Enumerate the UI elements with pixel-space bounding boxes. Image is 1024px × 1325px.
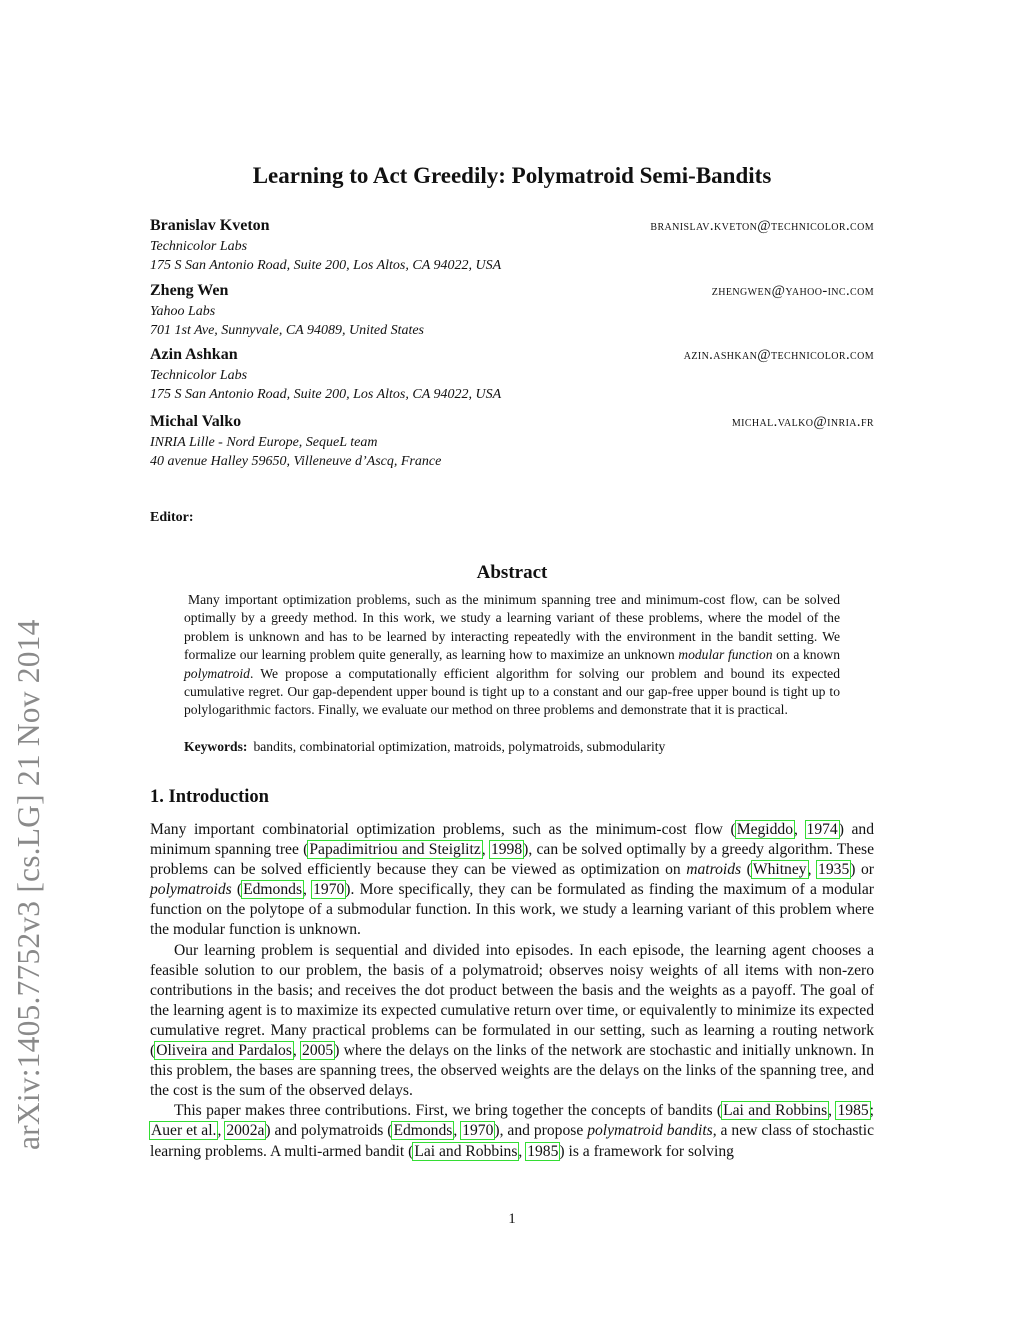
- citation-link[interactable]: 1985: [527, 1142, 559, 1160]
- author-address: 175 S San Antonio Road, Suite 200, Los Altos, CA 94022, USA: [150, 387, 502, 402]
- author-address: 701 1st Ave, Sunnyvale, CA 94089, United States: [150, 323, 425, 338]
- keywords-text: bandits, combinatorial optimization, matroids, polymatroids, submodularity: [253, 739, 666, 754]
- citation-link[interactable]: Auer et al.: [151, 1122, 217, 1140]
- author-block: [150, 217, 874, 275]
- arxiv-stamp: arXiv:1405.7752v3 [cs.LG] 21 Nov 2014: [11, 619, 46, 1150]
- citation-link[interactable]: 1985: [837, 1102, 869, 1120]
- paragraph: Our learning problem is sequential and divided into episodes. In each episode, the learning agent chooses a feasible solution to our problem, the basis of a polymatroid; observes noisy weights of all items with non-zero contributions in the basis; and receives the dot product between the basis and the weights as a payoff. The goal of the learning agent is to maximize its expected cumulative return over time, or equivalently to minimize its expected cumulative regret. Many practical problems can be formulated in our setting, such as learning a routing network (Oliveira and Pardalos, 2005) where the delays on the links of the network are stochastic and initially unknown. In this problem, the bases are spanning trees, the observed weights are the delays on the links of the spanning tree, and the cost is the sum of the observed delays.: [150, 941, 875, 1100]
- author-affiliation: Technicolor Labs: [150, 368, 248, 383]
- author-block: [150, 346, 874, 404]
- author-name: Azin Ashkan: [150, 346, 238, 363]
- section-body: [150, 820, 874, 1162]
- abstract-heading: Abstract: [476, 562, 548, 583]
- citation-link[interactable]: Papadimitriou and Steiglitz: [309, 841, 481, 859]
- author-email[interactable]: michal.valko@inria.fr: [731, 414, 874, 430]
- author-email[interactable]: branislav.kveton@technicolor.com: [650, 218, 874, 234]
- paragraph: This paper makes three contributions. First, we bring together the concepts of bandits (Lai and Robbins, 1985; Auer et al., 2002a) and polymatroids (Edmonds, 1970), and propose polymatroid bandits, a new class of stochastic learning problems. A multi-armed bandit (Lai and Robbins, 1985) is a framework for solving: [150, 1102, 875, 1160]
- paper-title: Learning to Act Greedily: Polymatroid Semi-Bandits: [252, 163, 772, 188]
- editor-label: Editor:: [150, 510, 194, 525]
- author-email[interactable]: azin.ashkan@technicolor.com: [683, 347, 874, 363]
- author-address: 40 avenue Halley 59650, Villeneuve d’Ascq, France: [150, 454, 442, 469]
- paragraph: Many important combinatorial optimization problems, such as the minimum-cost flow (Megiddo, 1974) and minimum spanning tree (Papadimitriou and Steiglitz, 1998), can be solved optimally by a greedy algorithm. These problems can be solved efficiently because they can be viewed as optimization on matroids (Whitney, 1935) or polymatroids (Edmonds, 1970). More specifically, they can be formulated as finding the maximum of a modular function on the polytope of a submodular function. In this work, we study a learning variant of this problem where the modular function is unknown.: [150, 821, 875, 939]
- citation-link[interactable]: 1998: [490, 841, 523, 859]
- keywords: [184, 739, 665, 755]
- citation-link[interactable]: Edmonds: [243, 881, 303, 899]
- author-affiliation: Yahoo Labs: [150, 304, 216, 319]
- citation-link[interactable]: 1974: [806, 821, 838, 838]
- author-affiliation: Technicolor Labs: [150, 239, 248, 254]
- section-heading: 1. Introduction: [150, 787, 269, 807]
- citation-link[interactable]: Lai and Robbins: [723, 1102, 828, 1120]
- page-number: 1: [508, 1211, 516, 1227]
- citation-link[interactable]: Megiddo: [736, 821, 794, 838]
- author-email[interactable]: zhengwen@yahoo-inc.com: [711, 283, 874, 299]
- citation-link[interactable]: Whitney: [752, 861, 807, 879]
- author-name: Michal Valko: [150, 413, 242, 430]
- citation-link[interactable]: 1970: [462, 1122, 494, 1140]
- author-address: 175 S San Antonio Road, Suite 200, Los Altos, CA 94022, USA: [150, 258, 502, 273]
- author-block: [150, 413, 874, 471]
- citation-link[interactable]: Lai and Robbins: [414, 1142, 518, 1160]
- citation-link[interactable]: 2002a: [226, 1122, 265, 1140]
- citation-link[interactable]: Oliveira and Pardalos: [156, 1042, 292, 1060]
- author-block: [150, 282, 874, 340]
- citation-link[interactable]: Edmonds: [393, 1122, 453, 1140]
- abstract-body: Many important optimization problems, such as the minimum spanning tree and minimum-cost flow, can be solved optimally by a greedy method. In this work, we study a learning variant of these problems, where the model of the problem is unknown and has to be learned by interacting repeatedly with the environment in the bandit setting. We formalize our learning problem quite generally, as learning how to maximize an unknown modular function on a known polymatroid. We propose a computationally efficient algorithm for solving our problem and bound its expected cumulative regret. Our gap-dependent upper bound is tight up to a constant and our gap-free upper bound is tight up to polylogarithmic factors. Finally, we evaluate our method on three problems and demonstrate that it is practical.: [184, 592, 841, 718]
- keywords-label: Keywords:: [184, 739, 248, 754]
- author-name: Zheng Wen: [150, 282, 229, 299]
- citation-link[interactable]: 2005: [302, 1042, 334, 1060]
- author-affiliation: INRIA Lille - Nord Europe, SequeL team: [150, 435, 378, 450]
- citation-link[interactable]: 1970: [313, 881, 345, 899]
- citation-link[interactable]: 1935: [818, 861, 850, 879]
- author-name: Branislav Kveton: [150, 217, 270, 234]
